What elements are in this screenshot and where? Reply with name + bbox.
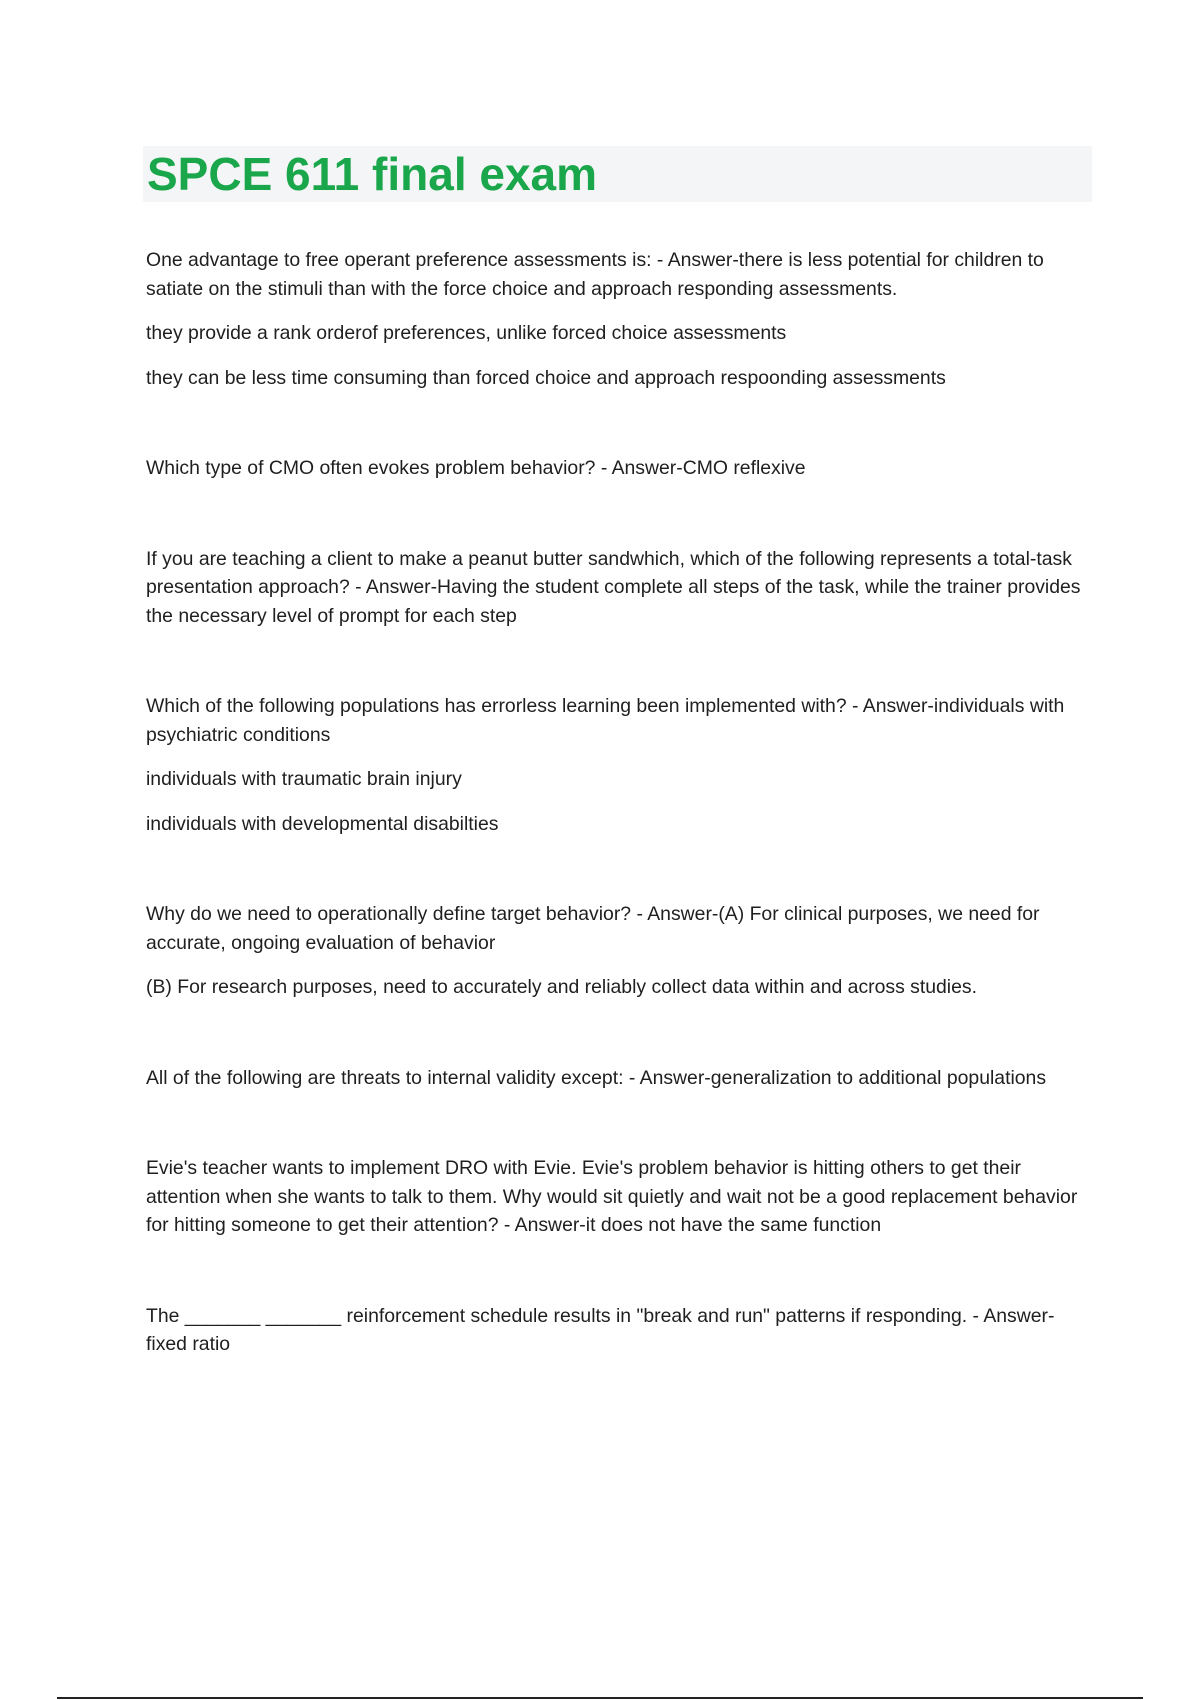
qa-item	[146, 900, 1092, 1002]
qa-list	[146, 246, 1092, 1421]
question-text: Which type of CMO often evokes problem behavior? - Answer-CMO reflexive	[146, 457, 806, 479]
footer-divider	[57, 1697, 1143, 1699]
title-banner	[143, 146, 1092, 202]
question-text: The _______ _______ reinforcement schedule results in "break and run" patterns if responding. - Answer-fixed ratio	[146, 1304, 1055, 1355]
page-title: SPCE 611 final exam	[147, 148, 598, 200]
qa-item	[146, 454, 1092, 483]
qa-item	[146, 545, 1092, 631]
qa-item	[146, 1302, 1092, 1359]
qa-item	[146, 246, 1092, 392]
answer-option: (B) For research purposes, need to accurately and reliably collect data within and across studies.	[146, 976, 977, 998]
question-text: Which of the following populations has errorless learning been implemented with? - Answer-individuals with psychiatric conditions	[146, 695, 1065, 746]
qa-item	[146, 692, 1092, 838]
question-text: Evie's teacher wants to implement DRO with Evie. Evie's problem behavior is hitting others to get their attention when she wants to talk to them. Why would sit quietly and wait not be a good replacement behavior for hitting someone to get their attention? - Answer-it does not have the same function	[146, 1157, 1078, 1236]
answer-option: individuals with traumatic brain injury	[146, 768, 462, 790]
qa-item	[146, 1064, 1092, 1093]
question-text: If you are teaching a client to make a peanut butter sandwhich, which of the following represents a total-task presentation approach? - Answer-Having the student complete all steps of the task, while the trainer provides the necessary level of prompt for each step	[146, 547, 1081, 627]
answer-option: they provide a rank orderof preferences, unlike forced choice assessments	[146, 322, 787, 344]
qa-item	[146, 1154, 1092, 1240]
answer-option: they can be less time consuming than forced choice and approach respoonding assessments	[146, 366, 946, 389]
question-text: One advantage to free operant preference assessments is: - Answer-there is less potential for children to satiate on the stimuli than with the force choice and approach responding assessments.	[146, 249, 1044, 300]
answer-option: individuals with developmental disabilties	[146, 812, 499, 835]
question-text: All of the following are threats to internal validity except: - Answer-generalization to additional populations	[146, 1066, 1047, 1089]
question-text: Why do we need to operationally define target behavior? - Answer-(A) For clinical purposes, we need for accurate, ongoing evaluation of behavior	[146, 903, 1040, 954]
